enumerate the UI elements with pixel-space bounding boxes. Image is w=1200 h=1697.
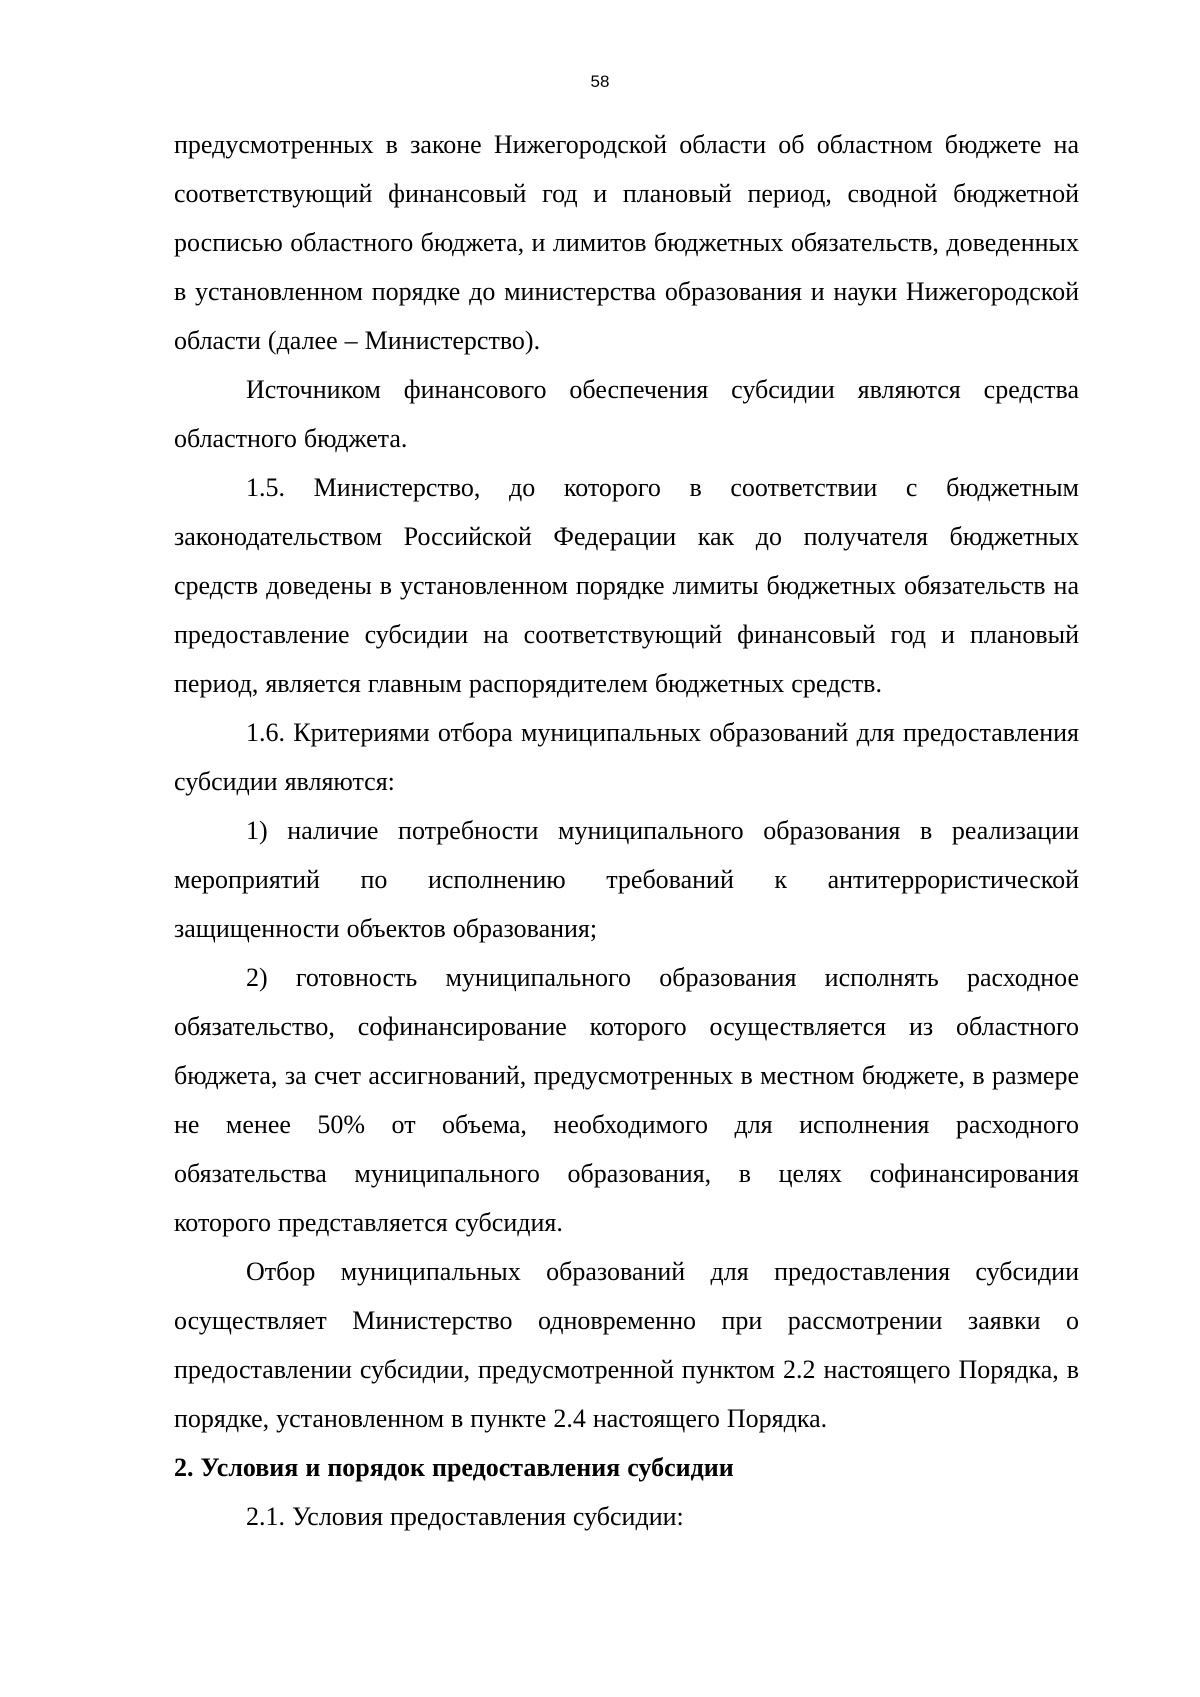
paragraph-selection: Отбор муниципальных образований для предоставления субсидии осуществляет Министерство одновременно при рассмотрении заявки о предоставлении субсидии, предусмотренной пунктом 2.2 настоящего Порядка, в порядке, установленном в пункте 2.4 настоящего Порядка.	[174, 1257, 1079, 1433]
section-heading: 2. Условия и порядок предоставления субсидии	[174, 1453, 734, 1482]
page-number: 58	[590, 72, 610, 91]
subsection-2-1: 2.1. Условия предоставления субсидии:	[246, 1502, 684, 1531]
criterion-1: 1) наличие потребности муниципального образования в реализации мероприятий по исполнению требований к антитеррористической защищенности объектов образования;	[174, 816, 1079, 943]
document-body	[174, 120, 1079, 1541]
paragraph-continuation: предусмотренных в законе Нижегородской области об областном бюджете на соответствующий финансовый год и плановый период, сводной бюджетной росписью областного бюджета, и лимитов бюджетных обязательств, доведенных в установленном порядке до министерства образования и науки Нижегородской области (далее – Министерство).	[174, 130, 1079, 355]
paragraph-funding-source: Источником финансового обеспечения субсидии являются средства областного бюджета.	[174, 375, 1079, 453]
paragraph-1-6: 1.6. Критериями отбора муниципальных образований для предоставления субсидии являются:	[174, 718, 1079, 796]
paragraph-1-5: 1.5. Министерство, до которого в соответствии с бюджетным законодательством Российской Федерации как до получателя бюджетных средств доведены в установленном порядке лимиты бюджетных обязательств на предоставление субсидии на соответствующий финансовый год и плановый период, является главным распорядителем бюджетных средств.	[174, 473, 1079, 698]
criterion-2: 2) готовность муниципального образования исполнять расходное обязательство, софинансирование которого осуществляется из областного бюджета, за счет ассигнований, предусмотренных в местном бюджете, в размере не менее 50% от объема, необходимого для исполнения расходного обязательства муниципального образования, в целях софинансирования которого представляется субсидия.	[174, 963, 1079, 1237]
